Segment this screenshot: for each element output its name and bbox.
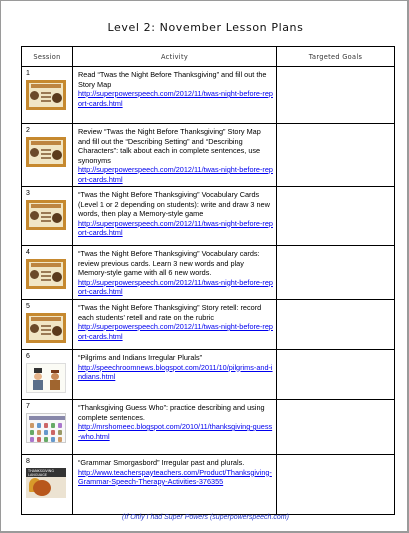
page-title: Level 2: November Lesson Plans xyxy=(107,21,304,34)
goals-cell xyxy=(277,187,395,246)
header-activity: Activity xyxy=(73,47,277,67)
session-number: 8 xyxy=(26,458,30,465)
session-cell xyxy=(22,246,73,300)
activity-text: “Twas the Night Before Thanksgiving” Story retell: record each students’ retell and rate on the rubric xyxy=(78,303,262,322)
table-row xyxy=(22,455,395,515)
table-row xyxy=(22,350,395,400)
guess-who-thumbnail xyxy=(26,413,66,443)
session-number: 3 xyxy=(26,190,30,197)
activity-cell xyxy=(73,400,277,455)
pilgrims-thumbnail xyxy=(26,363,66,393)
goals-cell xyxy=(277,300,395,350)
activity-link[interactable]: http://superpowerspeech.com/2012/11/twas-night-before-report-cards.html xyxy=(78,218,273,237)
session-number: 5 xyxy=(26,303,30,310)
session-number: 2 xyxy=(26,127,30,134)
activity-link[interactable]: http://superpowerspeech.com/2012/11/twas-night-before-report-cards.html xyxy=(78,89,273,108)
session-cell xyxy=(22,455,73,515)
activity-link[interactable]: http://www.teacherspayteachers.com/Product/Thanksgiving-Grammar-Speech-Therapy-Activities-376355 xyxy=(78,467,272,486)
session-number: 4 xyxy=(26,249,30,256)
activity-cell xyxy=(73,350,277,400)
activity-link[interactable]: http://superpowerspeech.com/2012/11/twas-night-before-report-cards.html xyxy=(78,322,273,341)
activity-cell xyxy=(73,187,277,246)
table-row xyxy=(22,300,395,350)
goals-cell xyxy=(277,400,395,455)
header-session: Session xyxy=(22,47,73,67)
session-number: 1 xyxy=(26,70,30,77)
activity-text: Read “Twas the Night Before Thanksgiving” and fill out the Story Map xyxy=(78,70,267,89)
activity-cell xyxy=(73,246,277,300)
activity-text: Review “Twas the Night Before Thanksgiving” Story Map and fill out the “Describing Setting” and “Describing Characters”: talk about each in complete sentences, use synonyms xyxy=(78,127,261,165)
goals-cell xyxy=(277,350,395,400)
activity-cell xyxy=(73,124,277,187)
activity-link[interactable]: http://mrshomeec.blogspot.com/2010/11/thanksgiving-guess-who.html xyxy=(78,422,273,441)
session-cell xyxy=(22,187,73,246)
story-book-thumbnail xyxy=(26,200,66,230)
thumbnail-caption: THANKSGIVING LANGUAGE xyxy=(28,469,54,477)
table-row xyxy=(22,67,395,124)
goals-cell xyxy=(277,67,395,124)
session-cell xyxy=(22,400,73,455)
story-book-thumbnail xyxy=(26,137,66,167)
lesson-plan-table xyxy=(21,46,395,515)
activity-text: “Thanksgiving Guess Who”: practice describing and using complete sentences. xyxy=(78,403,265,422)
activity-link[interactable]: http://superpowerspeech.com/2012/11/twas-night-before-report-cards.html xyxy=(78,165,273,184)
story-book-thumbnail xyxy=(26,80,66,110)
activity-text: “Twas the Night Before Thanksgiving” Vocabulary cards: review previous cards. Learn 3 new words and play Memory-style game with all 6 new words. xyxy=(78,249,260,277)
activity-link[interactable]: http://speechroomnews.blogspot.com/2011/10/pilgrims-and-indians.html xyxy=(78,362,273,381)
activity-text: “Twas the Night Before Thanksgiving” Vocabulary Cards (Level 1 or 2 depending on students): write and draw 3 new words, then play a Memory-style game xyxy=(78,190,270,218)
activity-cell xyxy=(73,455,277,515)
session-cell xyxy=(22,300,73,350)
header-targeted-goals: Targeted Goals xyxy=(277,47,395,67)
table-header-row xyxy=(22,47,395,67)
table-row xyxy=(22,246,395,300)
thanksgiving-language-thumbnail xyxy=(26,468,66,498)
story-book-thumbnail xyxy=(26,313,66,343)
page-footer: (If Only I had Super Powers (superpowerspeech.com) xyxy=(122,514,289,521)
session-cell xyxy=(22,124,73,187)
session-cell xyxy=(22,350,73,400)
session-number: 6 xyxy=(26,353,30,360)
activity-text: “Grammar Smorgasbord” Irregular past and plurals. xyxy=(78,458,245,467)
table-row xyxy=(22,124,395,187)
activity-cell xyxy=(73,300,277,350)
activity-link[interactable]: http://superpowerspeech.com/2012/11/twas-night-before-report-cards.html xyxy=(78,277,273,296)
goals-cell xyxy=(277,455,395,515)
story-book-thumbnail xyxy=(26,259,66,289)
session-number: 7 xyxy=(26,403,30,410)
activity-cell xyxy=(73,67,277,124)
table-row xyxy=(22,400,395,455)
activity-text: “Pilgrims and Indians Irregular Plurals” xyxy=(78,353,203,362)
goals-cell xyxy=(277,124,395,187)
table-row xyxy=(22,187,395,246)
goals-cell xyxy=(277,246,395,300)
session-cell xyxy=(22,67,73,124)
